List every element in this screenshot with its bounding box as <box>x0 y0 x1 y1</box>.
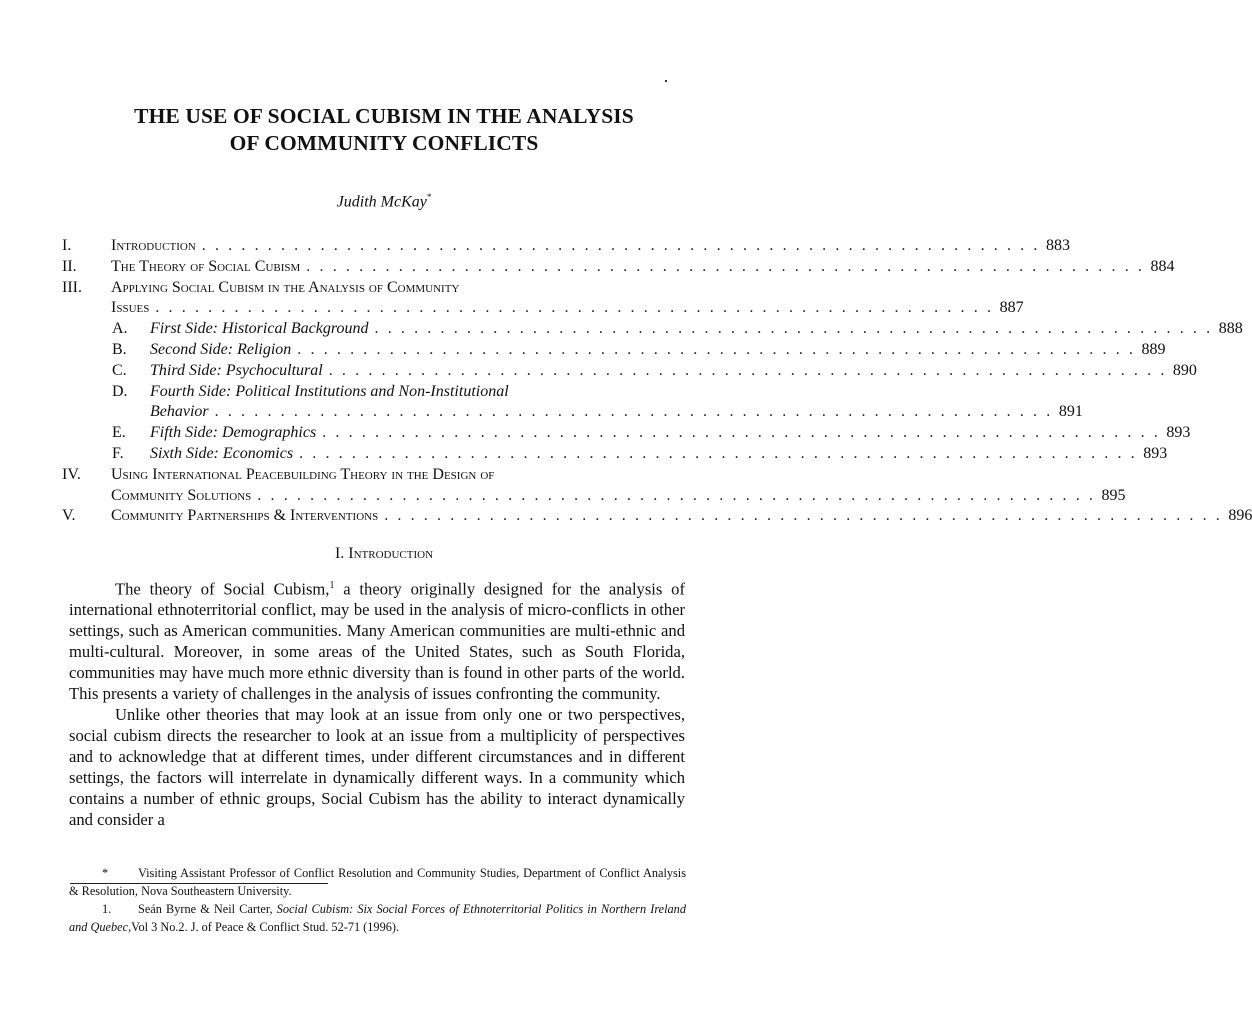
toc-leader: . . . . . . . . . . . . . . . . . . . . . . . . . . . . . . . . . . . . . . . . . . . . . . . . . . . . . . . . . . . . . . . . <box>201 237 1040 254</box>
toc-label: Community Solutions <box>111 486 252 504</box>
toc-label: Third Side: Psychocultural <box>150 361 323 379</box>
paragraph-text: a theory originally designed for the analysis of international ethnoterritorial conflict, may be used in the analysis of micro-conflicts in other settings, such as American communities. Many American communities are multi-ethnic and multi-cultural. Moreover, in some areas of the United States, such as South Florida, communities may have much more ethnic diversity than is found in other parts of the world. This presents a variety of challenges in the analysis of issues confronting the community. <box>69 579 685 704</box>
toc-leader: . . . . . . . . . . . . . . . . . . . . . . . . . . . . . . . . . . . . . . . . . . . . . . . . . . . . . . . . . . . . . . . . <box>257 486 1096 504</box>
toc-page-number: 890 <box>1172 361 1197 379</box>
toc-page-number: 891 <box>1058 403 1083 421</box>
footnote-authors: Seán Byrne & Neil Carter, <box>138 902 277 916</box>
toc-leader: . . . . . . . . . . . . . . . . . . . . . . . . . . . . . . . . . . . . . . . . . . . . . . . . . . . . . . . . . . . . . . . . <box>299 444 1138 462</box>
toc-subitem-third-side[interactable] <box>62 361 1197 382</box>
toc-item-introduction[interactable] <box>62 236 1070 257</box>
toc-page-number: 895 <box>1101 486 1126 504</box>
toc-item-partnerships[interactable] <box>62 506 1252 527</box>
toc-label: Community Partnerships & Interventions <box>111 507 379 525</box>
toc-page-number: 883 <box>1045 237 1070 254</box>
toc-label: Issues <box>111 299 150 317</box>
toc-letter: C. <box>112 361 127 379</box>
toc-subitem-first-side[interactable] <box>62 319 1243 340</box>
toc-leader: . . . . . . . . . . . . . . . . . . . . . . . . . . . . . . . . . . . . . . . . . . . . . . . . . . . . . . . . . . . . . . . . <box>306 257 1145 275</box>
toc-leader: . . . . . . . . . . . . . . . . . . . . . . . . . . . . . . . . . . . . . . . . . . . . . . . . . . . . . . . . . . . . . . . . <box>384 507 1223 525</box>
toc-letter: D. <box>112 382 128 400</box>
toc-label: First Side: Historical Background <box>150 320 369 338</box>
toc-label: Applying Social Cubism in the Analysis of Community <box>111 278 460 296</box>
toc-label: Fifth Side: Demographics <box>150 424 317 442</box>
toc-page-number: 893 <box>1143 444 1168 462</box>
paragraph-1 <box>69 576 685 705</box>
toc-label: Sixth Side: Economics <box>150 444 294 462</box>
paragraph-text: The theory of Social Cubism, <box>115 579 330 599</box>
toc-number: II. <box>62 257 77 275</box>
toc-subitem-fifth-side[interactable] <box>62 423 1191 444</box>
toc-leader: . . . . . . . . . . . . . . . . . . . . . . . . . . . . . . . . . . . . . . . . . . . . . . . . . . . . . . . . . . . . . . . . <box>322 424 1161 442</box>
toc-page-number: 888 <box>1218 320 1243 338</box>
toc-number: III. <box>62 278 82 296</box>
article-title <box>0 103 768 157</box>
toc-subitem-second-side[interactable] <box>62 340 1166 361</box>
toc-number: IV. <box>62 465 81 483</box>
toc-page-number: 884 <box>1150 257 1175 275</box>
toc-item-theory[interactable] <box>62 257 1175 278</box>
toc-item-peacebuilding-line-1[interactable] <box>62 465 689 486</box>
toc-page-number: 887 <box>999 299 1024 317</box>
toc-item-applying-line-2[interactable] <box>62 298 1024 319</box>
toc-leader: . . . . . . . . . . . . . . . . . . . . . . . . . . . . . . . . . . . . . . . . . . . . . . . . . . . . . . . . . . . . . . . . <box>214 403 1053 421</box>
footnote-author <box>69 865 686 900</box>
toc-letter: A. <box>112 320 128 338</box>
toc-page-number: 889 <box>1141 340 1166 358</box>
toc-letter: E. <box>112 424 126 442</box>
toc-leader: . . . . . . . . . . . . . . . . . . . . . . . . . . . . . . . . . . . . . . . . . . . . . . . . . . . . . . . . . . . . . . . . <box>155 299 994 317</box>
toc-item-applying-line-1[interactable] <box>62 278 689 299</box>
toc-item-peacebuilding-line-2[interactable] <box>62 486 1126 507</box>
toc-letter: B. <box>112 340 127 358</box>
toc-letter: F. <box>112 444 124 462</box>
author-footnote-mark: * <box>426 192 432 202</box>
toc-subitem-fourth-side-line-2[interactable] <box>62 402 1083 423</box>
footnote-mark: * <box>102 866 109 880</box>
section-heading: I. Introduction <box>334 545 434 562</box>
toc-label: Introduction <box>111 237 196 254</box>
footnote-citation: Vol 3 No.2. J. of Peace & Conflict Stud. 52-71 (1996). <box>131 919 400 934</box>
body-text <box>69 576 685 830</box>
toc-label: Fourth Side: Political Institutions and Non-Institutional <box>150 382 509 400</box>
author-byline <box>0 192 768 211</box>
table-of-contents <box>62 236 1252 527</box>
toc-leader: . . . . . . . . . . . . . . . . . . . . . . . . . . . . . . . . . . . . . . . . . . . . . . . . . . . . . . . . . . . . . . . . <box>297 340 1136 358</box>
footnote-text: Visiting Assistant Professor of Conflict Resolution and Community Studies, Department of Conflict Analysis & Resolution, Nova Southeastern University. <box>69 866 686 898</box>
toc-number: I. <box>62 237 72 254</box>
toc-label: Second Side: Religion <box>150 340 292 358</box>
footnote-title: Social Cubism: Six Social Forces of Ethnoterritorial Politics in Northern Ireland and Quebec, <box>69 902 686 934</box>
toc-label: Behavior <box>150 403 209 421</box>
toc-page-number: 893 <box>1166 424 1191 442</box>
paragraph-2: Unlike other theories that may look at an issue from only one or two perspectives, social cubism directs the researcher to look at an issue from a multiplicity of perspectives and to acknowledge that at different times, under different circumstances and in different settings, the factors will interrelate in dynamically different ways. In a community which contains a number of ethnic groups, Social Cubism has the ability to interact dynamically and consider a <box>69 704 685 829</box>
toc-leader: . . . . . . . . . . . . . . . . . . . . . . . . . . . . . . . . . . . . . . . . . . . . . . . . . . . . . . . . . . . . . . . . <box>328 361 1167 379</box>
toc-label: Using International Peacebuilding Theory in the Design of <box>111 465 495 483</box>
title-line-1: THE USE OF SOCIAL CUBISM IN THE ANALYSIS <box>134 104 634 128</box>
footnote-ref[interactable]: 1 <box>329 580 335 591</box>
toc-leader: . . . . . . . . . . . . . . . . . . . . . . . . . . . . . . . . . . . . . . . . . . . . . . . . . . . . . . . . . . . . . . . . <box>374 320 1213 338</box>
toc-number: V. <box>62 507 76 525</box>
title-line-2: OF COMMUNITY CONFLICTS <box>229 131 539 155</box>
author-name: Judith McKay <box>336 193 427 211</box>
toc-subitem-sixth-side[interactable] <box>62 444 1168 465</box>
toc-subitem-fourth-side-line-1[interactable] <box>62 382 689 403</box>
footnote-1 <box>69 901 686 936</box>
toc-page-number: 896 <box>1228 507 1252 525</box>
toc-label: The Theory of Social Cubism <box>111 257 301 275</box>
footnote-mark: 1. <box>102 902 112 916</box>
footnotes <box>69 865 686 936</box>
scan-speck <box>665 80 667 82</box>
